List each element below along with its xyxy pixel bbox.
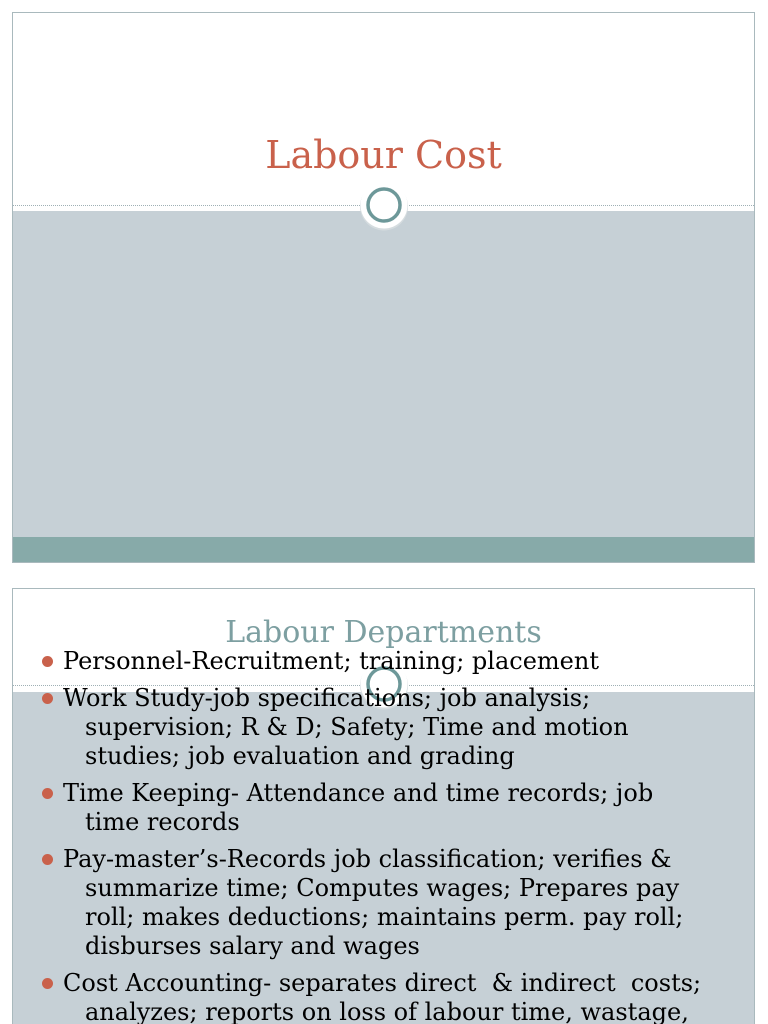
bullet-text-line: roll; makes deductions; maintains perm. pay roll; bbox=[85, 903, 684, 931]
bullet-text-line: supervision; R & D; Safety; Time and motion bbox=[85, 713, 629, 741]
bullet-dot-icon bbox=[42, 788, 53, 799]
bullet-list bbox=[40, 647, 754, 1024]
bullet-text-line: disburses salary and wages bbox=[85, 932, 420, 960]
bullet-item bbox=[40, 647, 754, 676]
bullet-dot-icon bbox=[42, 656, 53, 667]
bullet-text-line: Personnel-Recruitment; training; placement bbox=[63, 647, 599, 675]
bullet-item bbox=[40, 969, 754, 1024]
bullet-text-line: Time Keeping- Attendance and time records; job bbox=[63, 779, 654, 807]
bullet-text-line: Pay-master’s-Records job classification; verifies & bbox=[63, 845, 672, 873]
slide-title: Labour Cost bbox=[265, 133, 502, 177]
footer-bar bbox=[13, 537, 754, 562]
bullet-item bbox=[40, 845, 754, 961]
divider-circle-icon bbox=[358, 179, 410, 231]
slide-labour-departments bbox=[12, 588, 755, 1024]
bullet-dot-icon bbox=[42, 978, 53, 989]
bullet-text-line: summarize time; Computes wages; Prepares pay bbox=[85, 874, 680, 902]
bullet-text-line: Work Study-job specifications; job analysis; bbox=[63, 684, 591, 712]
slide-labour-cost bbox=[12, 12, 755, 563]
bullet-dot-icon bbox=[42, 693, 53, 704]
bullet-text-line: studies; job evaluation and grading bbox=[85, 742, 515, 770]
bullet-dot-icon bbox=[42, 854, 53, 865]
bullet-item bbox=[40, 779, 754, 837]
slide-title: Labour Departments bbox=[225, 615, 542, 650]
content-band bbox=[13, 211, 754, 537]
bullet-text-line: Cost Accounting- separates direct & indirect costs; bbox=[63, 969, 702, 997]
bullet-text-line: analyzes; reports on loss of labour time, wastage, bbox=[85, 998, 689, 1024]
bullet-item bbox=[40, 684, 754, 771]
bullet-text-line: time records bbox=[85, 808, 240, 836]
